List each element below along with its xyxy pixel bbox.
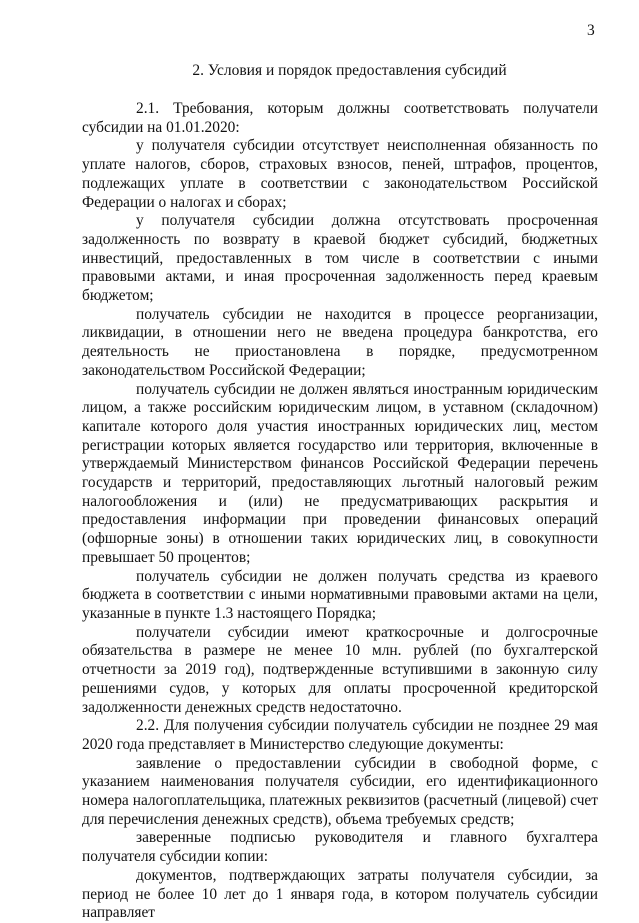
paragraph-obligations: получатели субсидии имеют краткосрочные и долгосрочные обязательства в размере не менее 10 млн. рублей (по бухгалтерской отчетности за 2019 год), подтвержденные вступившими в законную силу решениями судов, у которых для оплаты просроченной кредиторской задолженности денежных средств недостаточно. (82, 623, 598, 716)
document-body (82, 100, 598, 923)
paragraph-application: заявление о предоставлении субсидии в свободной форме, с указанием наименования получателя субсидии, его идентификационного номера налогоплательщика, платежных реквизитов (расчетный (лицевой) счет для перечисления денежных средств), объема требуемых средств; (82, 754, 598, 828)
paragraph-expense-documents: документов, подтверждающих затраты получателя субсидии, за период не более 10 лет до 1 января года, в котором получатель субсидии направляет (82, 866, 598, 922)
section-title: 2. Условия и порядок предоставления субсидий (192, 62, 507, 79)
paragraph-other-funds: получатель субсидии не должен получать средства из краевого бюджета в соответствии с иными нормативными правовыми актами на цели, указанные в пункте 1.3 настоящего Порядка; (82, 567, 598, 622)
paragraph-2-1: 2.1. Требования, которым должны соответствовать получатели субсидии на 01.01.2020: (82, 100, 598, 136)
paragraph-budget-debt: у получателя субсидии должна отсутствовать просроченная задолженность по возврату в краевой бюджет субсидий, бюджетных инвестиций, предоставленных в том числе в соответствии с иными правовыми актами, и иная просроченная задолженность перед краевым бюджетом; (82, 212, 598, 305)
paragraph-reorganization: получатель субсидии не находится в процессе реорганизации, ликвидации, в отношении него не введена процедура банкротства, его деятельность не приостановлена в порядке, предусмотренном законодательством Российской Федерации; (82, 305, 598, 379)
paragraph-tax-debt: у получателя субсидии отсутствует неисполненная обязанность по уплате налогов, сборов, страховых взносов, пеней, штрафов, процентов, подлежащих уплате в соответствии с законодательством Российской Федерации о налогах и сборах; (82, 137, 598, 211)
paragraph-certified-copies: заверенные подписью руководителя и главного бухгалтера получателя субсидии копии: (82, 829, 598, 866)
page-number: 3 (587, 22, 595, 39)
paragraph-foreign-entity: получатель субсидии не должен являться иностранным юридическим лицом, а также российским юридическим лицом, в уставном (складочном) капитале которого доля участия иностранных юридических лиц, местом регистрации которых является государство или территория, включенные в утверждаемый Министерством финансов Российской Федерации перечень государств и территорий, предоставляющих льготный налоговый режим налогообложения и (или) не предусматривающих раскрытия и предоставления информации при проведении финансовых операций (офшорные зоны) в отношении таких юридических лиц, в совокупности превышает 50 процентов; (82, 380, 598, 566)
paragraph-2-2: 2.2. Для получения субсидии получатель субсидии не позднее 29 мая 2020 года представляет в Министерство следующие документы: (82, 717, 598, 753)
